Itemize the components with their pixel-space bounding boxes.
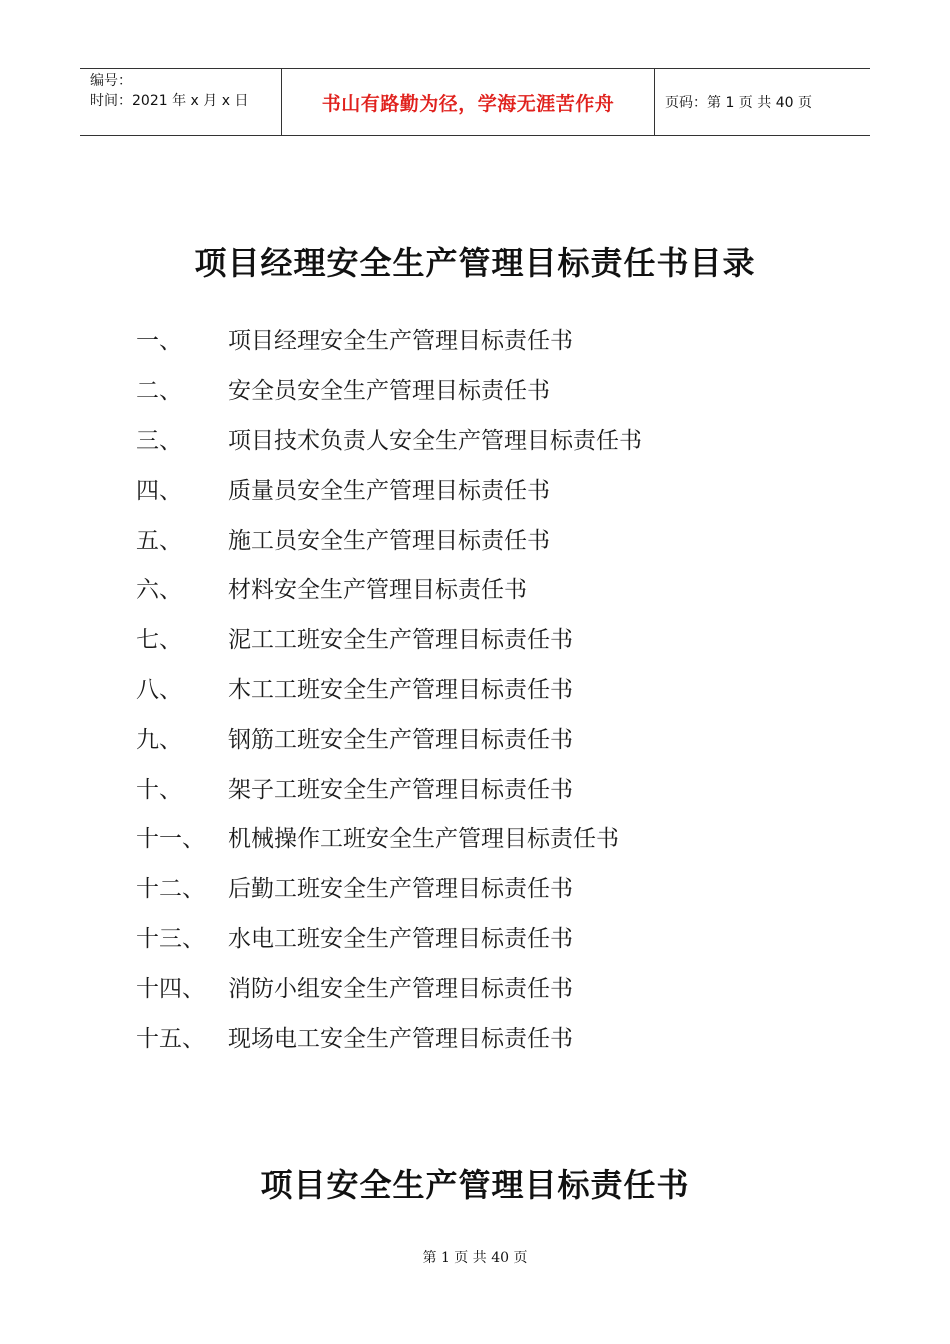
toc-item-text: 机械操作工班安全生产管理目标责任书 bbox=[228, 826, 619, 853]
toc-item-number: 十五、 bbox=[136, 1025, 205, 1052]
toc-item bbox=[136, 613, 642, 663]
toc-item-number: 十四、 bbox=[136, 975, 205, 1002]
toc-item-text: 泥工工班安全生产管理目标责任书 bbox=[228, 627, 573, 654]
toc-item-number: 十一、 bbox=[136, 826, 205, 853]
toc-item-number: 五、 bbox=[136, 527, 182, 554]
table-of-contents bbox=[136, 314, 642, 1061]
toc-item bbox=[136, 712, 642, 762]
toc-item-text: 安全员安全生产管理目标责任书 bbox=[228, 378, 550, 405]
toc-item bbox=[136, 663, 642, 713]
document-title: 项目经理安全生产管理目标责任书目录 bbox=[194, 244, 756, 282]
toc-item bbox=[136, 314, 642, 364]
toc-item-text: 后勤工班安全生产管理目标责任书 bbox=[228, 876, 573, 903]
toc-item-text: 材料安全生产管理目标责任书 bbox=[228, 577, 527, 604]
page-footer: 第 1 页 共 40 页 bbox=[422, 1250, 528, 1266]
toc-item-number: 四、 bbox=[136, 477, 182, 504]
toc-item-text: 现场电工安全生产管理目标责任书 bbox=[228, 1025, 573, 1052]
toc-item-number: 七、 bbox=[136, 627, 182, 654]
toc-item-number: 八、 bbox=[136, 676, 182, 703]
toc-item-number: 一、 bbox=[136, 328, 182, 355]
toc-item-text: 质量员安全生产管理目标责任书 bbox=[228, 477, 550, 504]
toc-item-text: 水电工班安全生产管理目标责任书 bbox=[228, 925, 573, 952]
toc-item bbox=[136, 364, 642, 414]
toc-item-text: 消防小组安全生产管理目标责任书 bbox=[228, 975, 573, 1002]
toc-item bbox=[136, 961, 642, 1011]
toc-item bbox=[136, 414, 642, 464]
toc-item-text: 项目技术负责人安全生产管理目标责任书 bbox=[228, 427, 642, 454]
toc-item-number: 九、 bbox=[136, 726, 182, 753]
toc-item bbox=[136, 912, 642, 962]
header-meta bbox=[80, 69, 282, 135]
header-motto: 书山有路勤为径，学海无涯苦作舟 bbox=[282, 69, 655, 135]
toc-item-number: 十二、 bbox=[136, 876, 205, 903]
toc-item bbox=[136, 463, 642, 513]
section-title: 项目安全生产管理目标责任书 bbox=[260, 1166, 690, 1204]
toc-item bbox=[136, 563, 642, 613]
toc-item bbox=[136, 1011, 642, 1061]
toc-item-number: 三、 bbox=[136, 427, 182, 454]
toc-item-text: 施工员安全生产管理目标责任书 bbox=[228, 527, 550, 554]
toc-item-text: 架子工班安全生产管理目标责任书 bbox=[228, 776, 573, 803]
toc-item-number: 十、 bbox=[136, 776, 182, 803]
toc-item bbox=[136, 862, 642, 912]
toc-item-number: 十三、 bbox=[136, 925, 205, 952]
header-page-info: 页码：第 1 页 共 40 页 bbox=[665, 95, 812, 111]
header-time-label: 时间：2021 年 x 月 x 日 bbox=[90, 93, 249, 109]
toc-item bbox=[136, 762, 642, 812]
toc-item bbox=[136, 812, 642, 862]
page-header bbox=[80, 68, 870, 136]
toc-item-number: 六、 bbox=[136, 577, 182, 604]
toc-item-text: 钢筋工班安全生产管理目标责任书 bbox=[228, 726, 573, 753]
header-number-label: 编号： bbox=[90, 73, 132, 89]
toc-item-text: 项目经理安全生产管理目标责任书 bbox=[228, 328, 573, 355]
toc-item-number: 二、 bbox=[136, 378, 182, 405]
toc-item bbox=[136, 513, 642, 563]
toc-item-text: 木工工班安全生产管理目标责任书 bbox=[228, 676, 573, 703]
